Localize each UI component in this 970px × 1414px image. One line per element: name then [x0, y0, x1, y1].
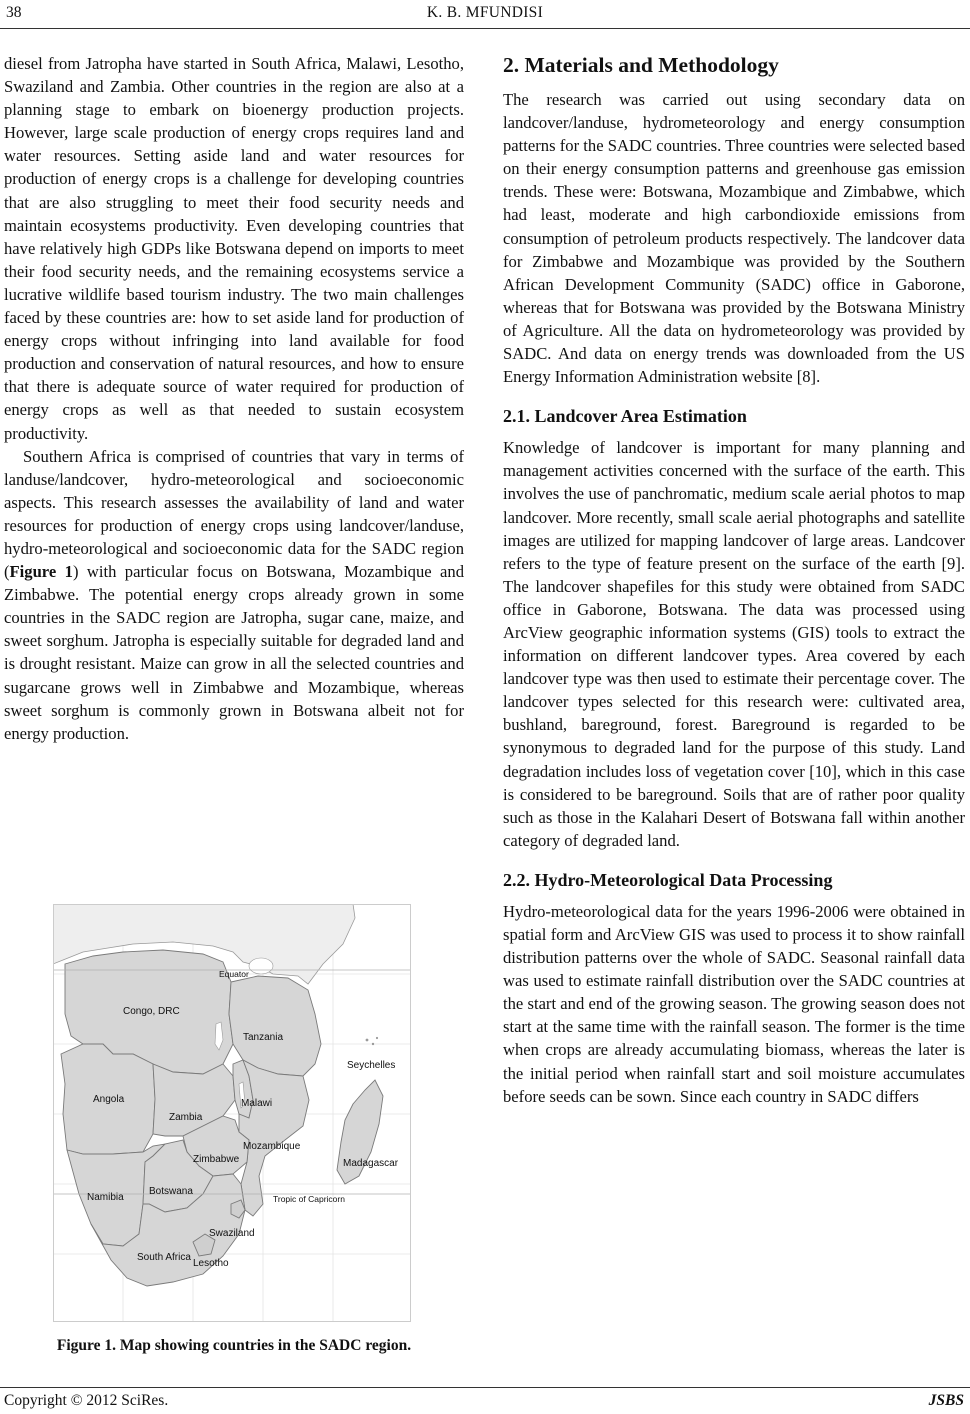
- label-lesotho: Lesotho: [193, 1258, 229, 1269]
- label-swaziland: Swaziland: [209, 1228, 255, 1239]
- label-madagascar: Madagascar: [343, 1158, 399, 1169]
- label-zimbabwe: Zimbabwe: [193, 1154, 240, 1165]
- running-head: K. B. MFUNDISI: [426, 4, 544, 21]
- subsection-title-landcover: 2.1. Landcover Area Estimation: [503, 406, 747, 427]
- label-mozambique: Mozambique: [243, 1141, 301, 1152]
- figure-1-caption: Figure 1. Map showing countries in the SADC region.: [56, 1337, 412, 1354]
- lake-victoria: [249, 958, 273, 974]
- hydro-paragraph: Hydro-meteorological data for the years 1996-2006 were obtained in spatial form and ArcView GIS was used to process it to show rainfall distribution patterns over the whole of SADC. Seasonal rainfall data was used to estimate rainfall distribution over the SADC countries at the start and end of the growing season. The growing season does not start at the same time with the rainfall season. The former is the time when crops are already accumulating biomass, whereas the later is the initial period when rainfall start and soil moisture accumulates before seeds can be sown. Since each country in SADC differs: [503, 901, 965, 1106]
- label-angola: Angola: [93, 1094, 125, 1105]
- label-zambia: Zambia: [169, 1112, 203, 1123]
- right-column: [503, 50, 965, 1108]
- page-header: [0, 4, 970, 26]
- label-seychelles: Seychelles: [347, 1060, 396, 1071]
- label-south-africa: South Africa: [137, 1252, 191, 1263]
- left-paragraph-2-text-a: Southern Africa is comprised of countries that vary in terms of landuse/landcover, hydro-meteorological and socioeconomic aspects. This research assesses the availability of land and water resources for production of energy crops using landcover/landuse, hydro-meteorological and socioeconomic data for the SADC region (: [4, 446, 464, 582]
- section-title-materials-methodology: 2. Materials and Methodology: [503, 53, 779, 77]
- journal-abbreviation: JSBS: [928, 1392, 964, 1409]
- label-congo: Congo, DRC: [123, 1006, 180, 1017]
- header-rule: [0, 28, 970, 29]
- label-botswana: Botswana: [149, 1186, 193, 1197]
- sadc-map-svg: [53, 904, 411, 1322]
- label-malawi: Malawi: [241, 1098, 273, 1109]
- copyright-notice: Copyright © 2012 SciRes.: [4, 1392, 169, 1409]
- label-namibia: Namibia: [87, 1192, 124, 1203]
- footer-rule: [0, 1387, 970, 1388]
- landcover-paragraph: Knowledge of landcover is important for many planning and management activities concerned with the surface of the earth. This involves the use of panchromatic, medium scale aerial photos to map landcover. More recently, small scale aerial photographs and satellite images are utilized for mapping landcover of large areas. Landcover refers to the type of feature present on the surface of the earth [9]. The landcover shapefiles for this study were obtained from SADC office in Gaborone, Botswana. The data was processed using ArcView geographic information systems (GIS) tools to extract the information on different landcover types. Area covered by each landcover type was then used to estimate their percentage cover. The landcover types selected for this research were: cultivated area, bushland, bareground, forest. Bareground is regarded to be synonymous to degraded land for the purpose of this study. Land degradation includes loss of vegetation cover [10], which in this case is considered to be bareground. Soils that are of rather poor quality such as those in the Kalahari Desert of Botswana fall within another category of degraded land.: [503, 438, 965, 850]
- label-tropic-of-capricorn: Tropic of Capricorn: [273, 1194, 345, 1204]
- methodology-paragraph: The research was carried out using secondary data on landcover/landuse, hydrometeorology and energy consumption patterns for the SADC countries. Three countries were selected based on their energy consumption patterns and greenhouse gas emission trends. These were: Botswana, Mozambique and Zimbabwe, which had least, moderate and high carbondioxide emissions from consumption of petroleum products respectively. The landcover data for Zimbabwe and Mozambique was provided by the Southern African Development Community (SADC) office in Gaborone, whereas that for Botswana was provided by the Botswana Ministry of Agriculture. All the data on hydrometeorology was provided by SADC. And data on energy trends was downloaded from the US Energy Information Administration website [8].: [503, 90, 965, 387]
- left-paragraph-2-text-b: ) with particular focus on Botswana, Mozambique and Zimbabwe. The potential energy crops already grown in some countries in the SADC region are Jatropha, sugar cane, maize, and sweet sorghum. Jatropha is especially suitable for degraded land and is drought resistant. Maize can grow in all the selected countries and sugarcane grows well in Zimbabwe and Mozambique, whereas sweet sorghum is commonly grown in Botswana albeit not for energy production.: [4, 562, 464, 743]
- label-tanzania: Tanzania: [243, 1032, 284, 1043]
- figure-1-map: [53, 904, 411, 1322]
- subsection-title-hydro: 2.2. Hydro-Meteorological Data Processing: [503, 869, 833, 890]
- left-column: [4, 52, 464, 745]
- figure-1-reference[interactable]: Figure 1: [9, 562, 73, 582]
- left-paragraph-1: diesel from Jatropha have started in South Africa, Malawi, Lesotho, Swaziland and Zambia. Other countries in the region are also at a planning stage to embark on bioenergy production projects. However, large scale production of energy crops requires land and water resources. Setting aside land and water resources for production of energy crops is a challenge for developing countries that are also struggling to meet their food security needs and maintain ecosystems productivity. Even developing countries that have relatively high GDPs like Botswana depend on imports to meet their food security needs, and the remaining ecosystems service a lucrative wildlife based tourism industry. The two main challenges faced by these countries are: how to set aside land for production of energy crops without infringing into land available for food production and conservation of natural resources, and how to ensure that there is adequate source of water required for production of energy crops as well as that needed to sustain ecosystem productivity.: [4, 54, 464, 443]
- page-number: 38: [6, 4, 22, 21]
- left-paragraph-2: [4, 445, 464, 745]
- label-equator: Equator: [219, 969, 249, 979]
